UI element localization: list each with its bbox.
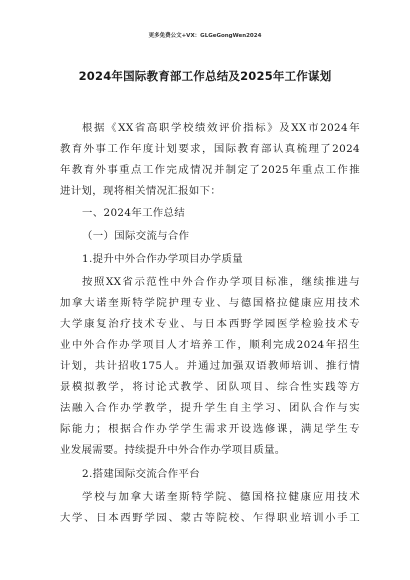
text-line: 进计划，现将相关情况汇报如下：	[60, 185, 222, 197]
text-line: 按照XX省示范性中外合作办学项目标准，继续推进与	[82, 276, 360, 288]
text-line: 大学康复治疗技术专业、与日本西野学园医学检验技术专	[60, 318, 360, 330]
paragraph-item-1	[60, 272, 360, 461]
text-line: 业发展需要。持续提升中外合作办学项目质量。	[60, 444, 286, 456]
text-line: 景模拟教学，将讨论式教学、团队项目、综合性实践等方	[60, 381, 360, 393]
watermark-header: 更多免费公文+VX：GLGeGongWen2024	[148, 33, 262, 39]
paragraph-intro	[60, 118, 360, 202]
section-heading	[60, 203, 360, 224]
text-line: 学校与加拿大诺奎斯特学院、德国格拉健康应用技术	[82, 491, 360, 503]
item-heading-1	[60, 249, 360, 270]
text-line: 法融入合作办学教学，提升学生自主学习、团队合作与实	[60, 402, 360, 414]
text-line: 根据《XX省高职学校绩效评价指标》及XX市2024年	[82, 122, 360, 134]
subsection-heading	[60, 226, 360, 247]
paragraph-item-2	[60, 487, 360, 529]
text-line: 计划，共计招收175人。并通过加强双语教师培训、推行情	[60, 360, 360, 372]
text-line: 1.提升中外合作办学项目办学质量	[82, 253, 243, 265]
text-line: （一）国际交流与合作	[82, 230, 190, 242]
text-line: 加拿大诺奎斯特学院护理专业、与德国格拉健康应用技术	[60, 297, 360, 309]
item-heading-2	[60, 464, 360, 485]
text-line: 大学、日本西野学园、蒙古等院校、乍得职业培训小手工	[60, 512, 360, 524]
text-line: 一、2024年工作总结	[82, 207, 186, 219]
document-title: 2024年国际教育部工作总结及2025年工作谋划	[78, 69, 332, 83]
text-line: 际能力；根据合作办学学生需求开设选修课，满足学生专	[60, 423, 360, 435]
text-line: 2.搭建国际交流合作平台	[82, 468, 201, 480]
text-line: 教育外事工作年度计划要求，国际教育部认真梳理了2024	[60, 143, 360, 155]
text-line: 业中外合作办学项目人才培养工作，顺利完成2024年招生	[60, 339, 360, 351]
text-line: 年教育外事重点工作完成情况并制定了2025年重点工作推	[60, 164, 360, 176]
